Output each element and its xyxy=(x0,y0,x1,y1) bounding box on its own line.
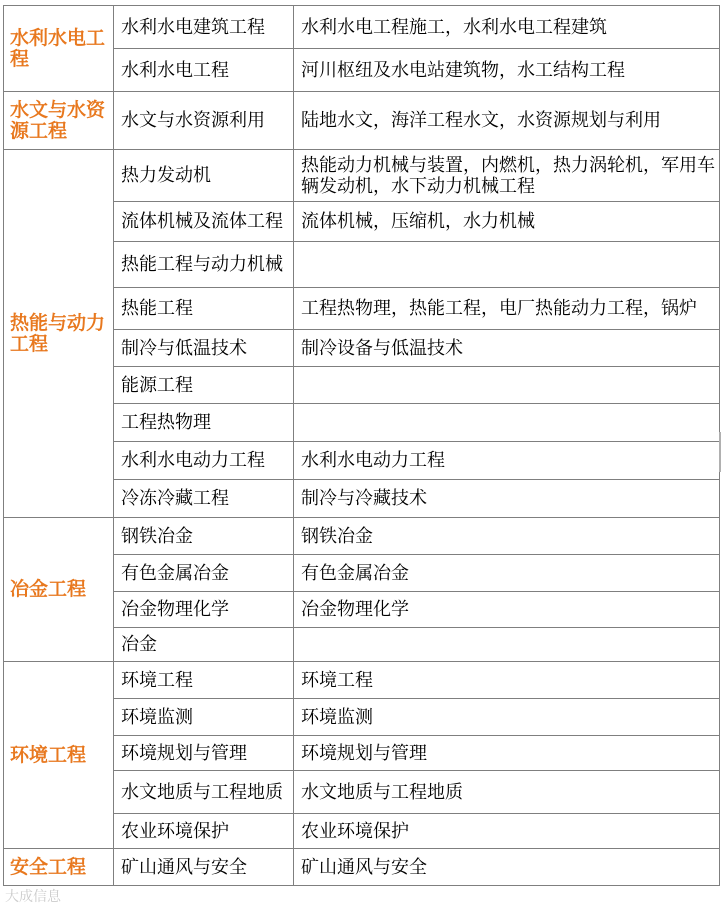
table-row xyxy=(4,92,720,150)
category-cell: 环境工程 xyxy=(4,662,114,849)
old-majors-cell: 热能动力机械与装置，内燃机，热力涡轮机，军用车辆发动机，水下动力机械工程 xyxy=(294,150,720,202)
major-name-cell: 农业环境保护 xyxy=(114,814,294,849)
old-majors-cell: 环境工程 xyxy=(294,662,720,699)
old-majors-cell: 有色金属冶金 xyxy=(294,555,720,592)
major-name-cell: 环境规划与管理 xyxy=(114,736,294,771)
category-cell: 水利水电工程 xyxy=(4,6,114,92)
major-name-cell: 制冷与低温技术 xyxy=(114,330,294,367)
old-majors-cell: 水利水电动力工程 xyxy=(294,442,720,480)
old-majors-cell: 环境规划与管理 xyxy=(294,736,720,771)
major-name-cell: 水利水电动力工程 xyxy=(114,442,294,480)
old-majors-cell xyxy=(294,404,720,442)
old-majors-cell: 矿山通风与安全 xyxy=(294,849,720,886)
old-majors-cell: 水利水电工程施工，水利水电工程建筑 xyxy=(294,6,720,49)
major-name-cell: 环境工程 xyxy=(114,662,294,699)
major-name-cell: 水利水电建筑工程 xyxy=(114,6,294,49)
major-name-cell: 矿山通风与安全 xyxy=(114,849,294,886)
old-majors-cell: 钢铁冶金 xyxy=(294,518,720,555)
watermark: 大成信息 xyxy=(5,889,61,905)
old-majors-cell xyxy=(294,367,720,404)
category-cell: 水文与水资源工程 xyxy=(4,92,114,150)
major-name-cell: 水利水电工程 xyxy=(114,49,294,92)
major-name-cell: 能源工程 xyxy=(114,367,294,404)
old-majors-cell: 制冷设备与低温技术 xyxy=(294,330,720,367)
table-row xyxy=(4,518,720,555)
major-name-cell: 钢铁冶金 xyxy=(114,518,294,555)
major-name-cell: 有色金属冶金 xyxy=(114,555,294,592)
table-row xyxy=(4,662,720,699)
major-name-cell: 冷冻冷藏工程 xyxy=(114,480,294,518)
major-name-cell: 水文地质与工程地质 xyxy=(114,771,294,814)
majors-table xyxy=(3,5,720,886)
table-row xyxy=(4,849,720,886)
major-name-cell: 冶金 xyxy=(114,628,294,662)
category-cell: 冶金工程 xyxy=(4,518,114,662)
old-majors-cell: 冶金物理化学 xyxy=(294,592,720,628)
major-name-cell: 环境监测 xyxy=(114,699,294,736)
table-row xyxy=(4,6,720,49)
old-majors-cell: 工程热物理，热能工程，电厂热能动力工程，锅炉 xyxy=(294,288,720,330)
old-majors-cell: 水文地质与工程地质 xyxy=(294,771,720,814)
major-name-cell: 流体机械及流体工程 xyxy=(114,202,294,242)
major-name-cell: 热能工程与动力机械 xyxy=(114,242,294,288)
major-name-cell: 热能工程 xyxy=(114,288,294,330)
category-cell: 热能与动力工程 xyxy=(4,150,114,518)
old-majors-cell: 陆地水文，海洋工程水文，水资源规划与利用 xyxy=(294,92,720,150)
major-name-cell: 冶金物理化学 xyxy=(114,592,294,628)
old-majors-cell: 环境监测 xyxy=(294,699,720,736)
scrollbar-edge-mark xyxy=(719,432,721,472)
old-majors-cell: 农业环境保护 xyxy=(294,814,720,849)
old-majors-cell: 制冷与冷藏技术 xyxy=(294,480,720,518)
category-cell: 安全工程 xyxy=(4,849,114,886)
major-name-cell: 热力发动机 xyxy=(114,150,294,202)
old-majors-cell xyxy=(294,628,720,662)
major-name-cell: 水文与水资源利用 xyxy=(114,92,294,150)
majors-table-body xyxy=(4,6,720,886)
major-name-cell: 工程热物理 xyxy=(114,404,294,442)
table-row xyxy=(4,150,720,202)
old-majors-cell xyxy=(294,242,720,288)
old-majors-cell: 河川枢纽及水电站建筑物，水工结构工程 xyxy=(294,49,720,92)
old-majors-cell: 流体机械，压缩机，水力机械 xyxy=(294,202,720,242)
